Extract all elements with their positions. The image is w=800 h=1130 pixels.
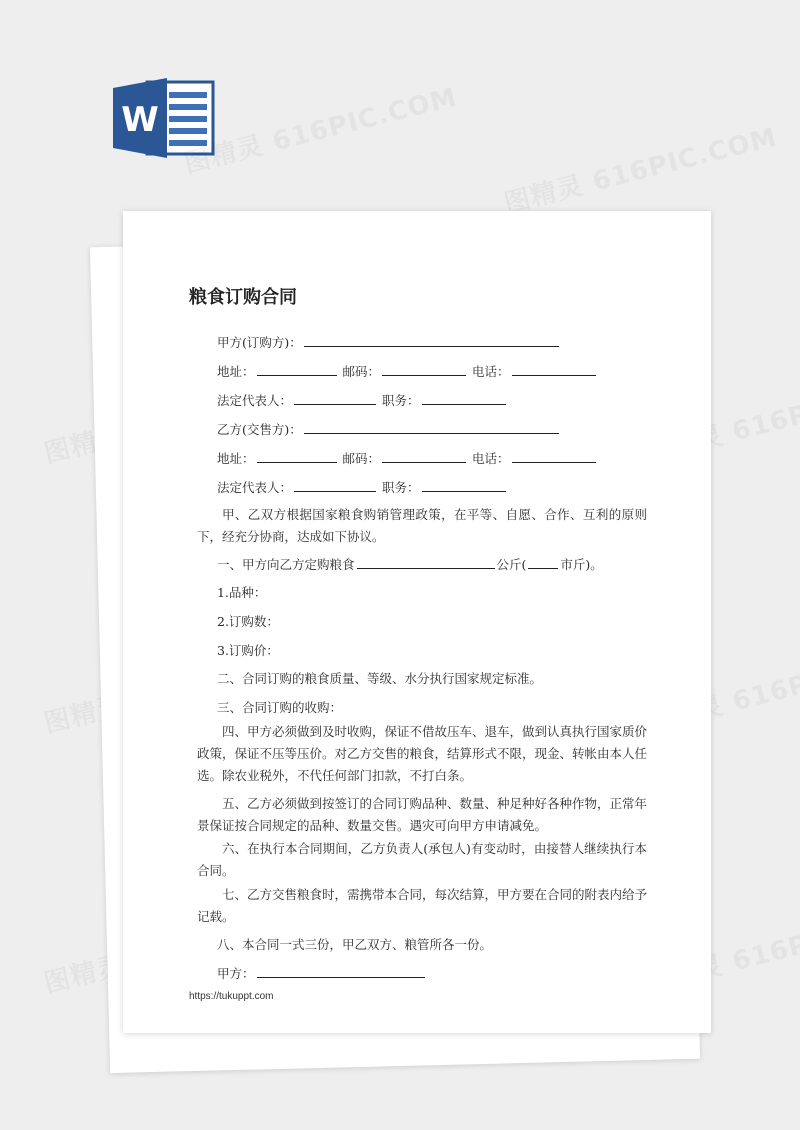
party-a-row <box>217 333 561 351</box>
party-b-label: 乙方(交售方)： <box>217 422 302 437</box>
phone-blank <box>512 363 596 376</box>
clause-8: 八、本合同一式三份，甲乙双方、粮管所各一份。 <box>217 937 493 952</box>
party-b-address-row <box>217 449 598 467</box>
party-a-address-row <box>217 362 598 380</box>
signature-blank <box>257 965 425 978</box>
party-b-rep-row <box>217 478 508 496</box>
phone-blank <box>512 450 596 463</box>
document-page <box>123 211 711 1033</box>
address-label: 地址： <box>217 364 255 379</box>
phone-label: 电话： <box>472 364 510 379</box>
phone-label: 电话： <box>472 451 510 466</box>
party-a-blank <box>304 334 559 347</box>
clause-6: 六、在执行本合同期间，乙方负责人(承包人)有变动时，由接替人继续执行本合同。 <box>197 841 647 878</box>
quantity-jin-blank <box>528 556 558 569</box>
watermark <box>180 77 461 181</box>
logo-letter: W <box>121 100 159 140</box>
position-label: 职务： <box>382 480 420 495</box>
intro-paragraph: 甲、乙双方根据国家粮食购销管理政策，在平等、自愿、合作、互利的原则下，经充分协商，达成如下协议。 <box>197 507 647 544</box>
legal-rep-label: 法定代表人： <box>217 393 293 408</box>
item-price: 3.订购价： <box>217 643 279 658</box>
clause-1 <box>217 555 603 573</box>
clause-7: 七、乙方交售粮食时，需携带本合同，每次结算，甲方要在合同的附表内给予记载。 <box>197 887 648 924</box>
legal-rep-blank <box>294 392 376 405</box>
signature-party-a <box>217 964 427 982</box>
item-variety: 1.品种： <box>217 585 267 600</box>
party-a-label: 甲方(订购方)： <box>217 335 302 350</box>
clause-1-text: 一、甲方向乙方定购粮食 <box>217 557 355 572</box>
party-a-rep-row <box>217 391 508 409</box>
clause-1-unit: 公斤( <box>496 557 527 572</box>
address-blank <box>257 450 337 463</box>
source-url: https://tukuppt.com <box>189 991 274 1002</box>
position-label: 职务： <box>382 393 420 408</box>
party-b-row <box>217 420 561 438</box>
postcode-label: 邮码： <box>342 364 381 379</box>
document-title: 粮食订购合同 <box>189 287 297 308</box>
clause-3: 三、合同订购的收购： <box>217 700 343 715</box>
clause-2: 二、合同订购的粮食质量、等级、水分执行国家规定标准。 <box>217 671 543 686</box>
legal-rep-label: 法定代表人： <box>217 480 293 495</box>
address-label: 地址： <box>217 451 255 466</box>
clause-4: 四、甲方必须做到及时收购，保证不借故压车、退车，做到认真执行国家质价政策，保证不压等压价。对乙方交售的粮食，结算形式不限，现金、转帐由本人任选。除农业税外，不代任何部门扣款，不打白条。 <box>197 724 648 783</box>
party-b-blank <box>304 421 559 434</box>
postcode-blank <box>382 363 466 376</box>
postcode-blank <box>382 450 466 463</box>
legal-rep-blank <box>294 479 376 492</box>
clause-5: 五、乙方必须做到按签订的合同订购品种、数量、种足种好各种作物，正常年景保证按合同规定的品种、数量交售。遇灾可向甲方申请减免。 <box>197 796 648 833</box>
address-blank <box>257 363 337 376</box>
postcode-label: 邮码： <box>342 451 381 466</box>
watermark <box>500 117 781 221</box>
position-blank <box>422 392 506 405</box>
quantity-blank <box>357 556 495 569</box>
clause-1-unit2: 市斤)。 <box>560 557 603 572</box>
signature-party-a-label: 甲方： <box>217 966 255 981</box>
position-blank <box>422 479 506 492</box>
item-quantity: 2.订购数： <box>217 614 279 629</box>
